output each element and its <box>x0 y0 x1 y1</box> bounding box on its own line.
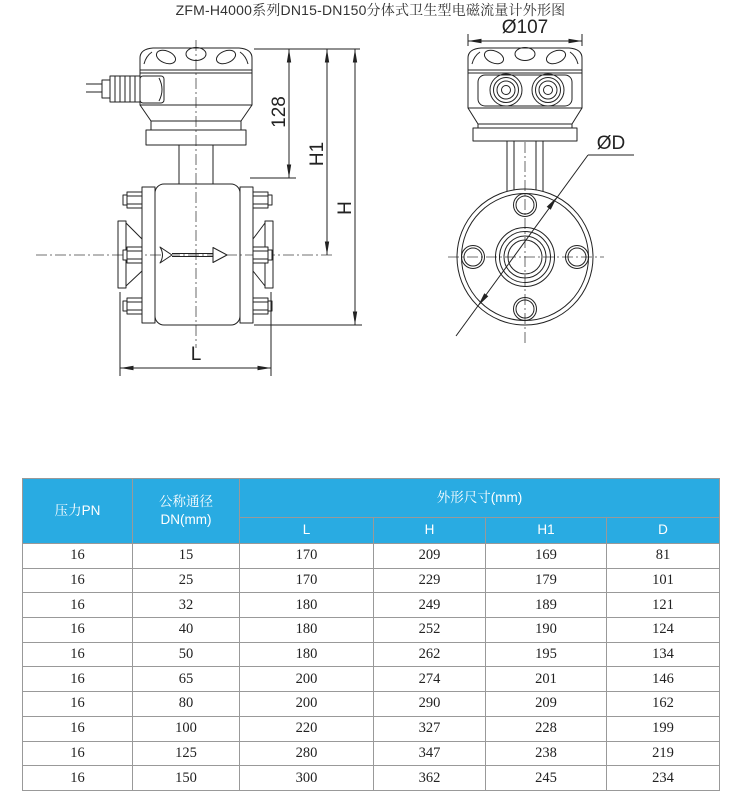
cap-vent-right <box>544 48 567 67</box>
cable-connector-right <box>532 74 564 106</box>
cap-vent-left <box>482 48 505 67</box>
table-cell: 209 <box>374 544 486 569</box>
header-dimensions-group: 外形尺寸(mm) <box>240 479 720 518</box>
table-cell: 16 <box>23 766 133 791</box>
table-cell: 280 <box>240 741 374 766</box>
table-cell: 150 <box>133 766 240 791</box>
table-row <box>23 618 720 643</box>
table-cell: 162 <box>607 692 720 717</box>
table-cell: 146 <box>607 667 720 692</box>
table-cell: 50 <box>133 642 240 667</box>
table-cell: 125 <box>133 741 240 766</box>
table-cell: 190 <box>486 618 607 643</box>
table-cell: 16 <box>23 692 133 717</box>
table-row <box>23 568 720 593</box>
table-row <box>23 544 720 569</box>
table-cell: 195 <box>486 642 607 667</box>
table-cell: 16 <box>23 642 133 667</box>
table-row <box>23 667 720 692</box>
table-body <box>23 544 720 791</box>
table-cell: 262 <box>374 642 486 667</box>
table-cell: 234 <box>607 766 720 791</box>
table-cell: 209 <box>486 692 607 717</box>
table-row <box>23 766 720 791</box>
table-cell: 252 <box>374 618 486 643</box>
dim-label-128: 128 <box>269 96 290 128</box>
table-cell: 180 <box>240 618 374 643</box>
table-cell: 219 <box>607 741 720 766</box>
header-pressure-pn: 压力PN <box>23 479 133 544</box>
table-cell: 134 <box>607 642 720 667</box>
table-header <box>23 479 720 544</box>
table-cell: 170 <box>240 568 374 593</box>
table-cell: 25 <box>133 568 240 593</box>
dim-label-h1: H1 <box>307 141 328 167</box>
table-cell: 180 <box>240 642 374 667</box>
header-col-h: H <box>374 518 486 544</box>
table-cell: 16 <box>23 667 133 692</box>
header-col-d: D <box>607 518 720 544</box>
table-cell: 32 <box>133 593 240 618</box>
table-cell: 179 <box>486 568 607 593</box>
table-cell: 274 <box>374 667 486 692</box>
table-cell: 362 <box>374 766 486 791</box>
connector-panel <box>478 75 572 106</box>
table-cell: 101 <box>607 568 720 593</box>
table-row <box>23 716 720 741</box>
table-cell: 200 <box>240 667 374 692</box>
table-cell: 300 <box>240 766 374 791</box>
table-cell: 81 <box>607 544 720 569</box>
table-cell: 199 <box>607 716 720 741</box>
table-cell: 327 <box>374 716 486 741</box>
table-row <box>23 692 720 717</box>
cap-vent-left <box>154 48 177 67</box>
table-cell: 290 <box>374 692 486 717</box>
table-row <box>23 642 720 667</box>
table-cell: 121 <box>607 593 720 618</box>
neck-collar <box>473 128 577 141</box>
table-row <box>23 741 720 766</box>
cable-gland <box>86 76 140 102</box>
table-cell: 65 <box>133 667 240 692</box>
table-cell: 169 <box>486 544 607 569</box>
table-cell: 80 <box>133 692 240 717</box>
table-cell: 40 <box>133 618 240 643</box>
header-nominal-diameter <box>133 479 240 544</box>
dim-label-h: H <box>335 201 356 215</box>
dim-label-l: L <box>190 344 202 365</box>
table-cell: 16 <box>23 716 133 741</box>
table-cell: 180 <box>240 593 374 618</box>
table-cell: 220 <box>240 716 374 741</box>
cap-vent-right <box>214 48 237 67</box>
table-cell: 100 <box>133 716 240 741</box>
table-cell: 189 <box>486 593 607 618</box>
dim-label-107: Ø107 <box>501 17 549 38</box>
dimensions-table-wrap <box>22 478 720 791</box>
table-cell: 347 <box>374 741 486 766</box>
table-cell: 170 <box>240 544 374 569</box>
header-col-l: L <box>240 518 374 544</box>
header-dn-line2: DN(mm) <box>160 512 212 527</box>
table-cell: 15 <box>133 544 240 569</box>
drawing-caption: ZFM-H4000系列DN15-DN150分体式卫生型电磁流量计外形图 <box>175 2 566 18</box>
table-cell: 16 <box>23 593 133 618</box>
table-cell: 124 <box>607 618 720 643</box>
dim-label-d: ØD <box>596 133 626 154</box>
table-cell: 249 <box>374 593 486 618</box>
header-col-h1: H1 <box>486 518 607 544</box>
table-cell: 16 <box>23 568 133 593</box>
table-cell: 16 <box>23 741 133 766</box>
front-view <box>36 40 362 376</box>
cap-vent-center <box>515 48 535 61</box>
table-cell: 238 <box>486 741 607 766</box>
table-cell: 201 <box>486 667 607 692</box>
table-cell: 16 <box>23 618 133 643</box>
table-row <box>23 593 720 618</box>
table-cell: 245 <box>486 766 607 791</box>
side-view <box>448 17 634 344</box>
table-cell: 200 <box>240 692 374 717</box>
outline-drawing <box>0 0 741 400</box>
table-cell: 16 <box>23 544 133 569</box>
cable-connector-left <box>490 74 522 106</box>
dimensions-table <box>22 478 720 791</box>
table-cell: 229 <box>374 568 486 593</box>
table-cell: 228 <box>486 716 607 741</box>
dim-leader-d <box>456 155 634 336</box>
header-dn-line1: 公称通径 <box>159 493 213 509</box>
